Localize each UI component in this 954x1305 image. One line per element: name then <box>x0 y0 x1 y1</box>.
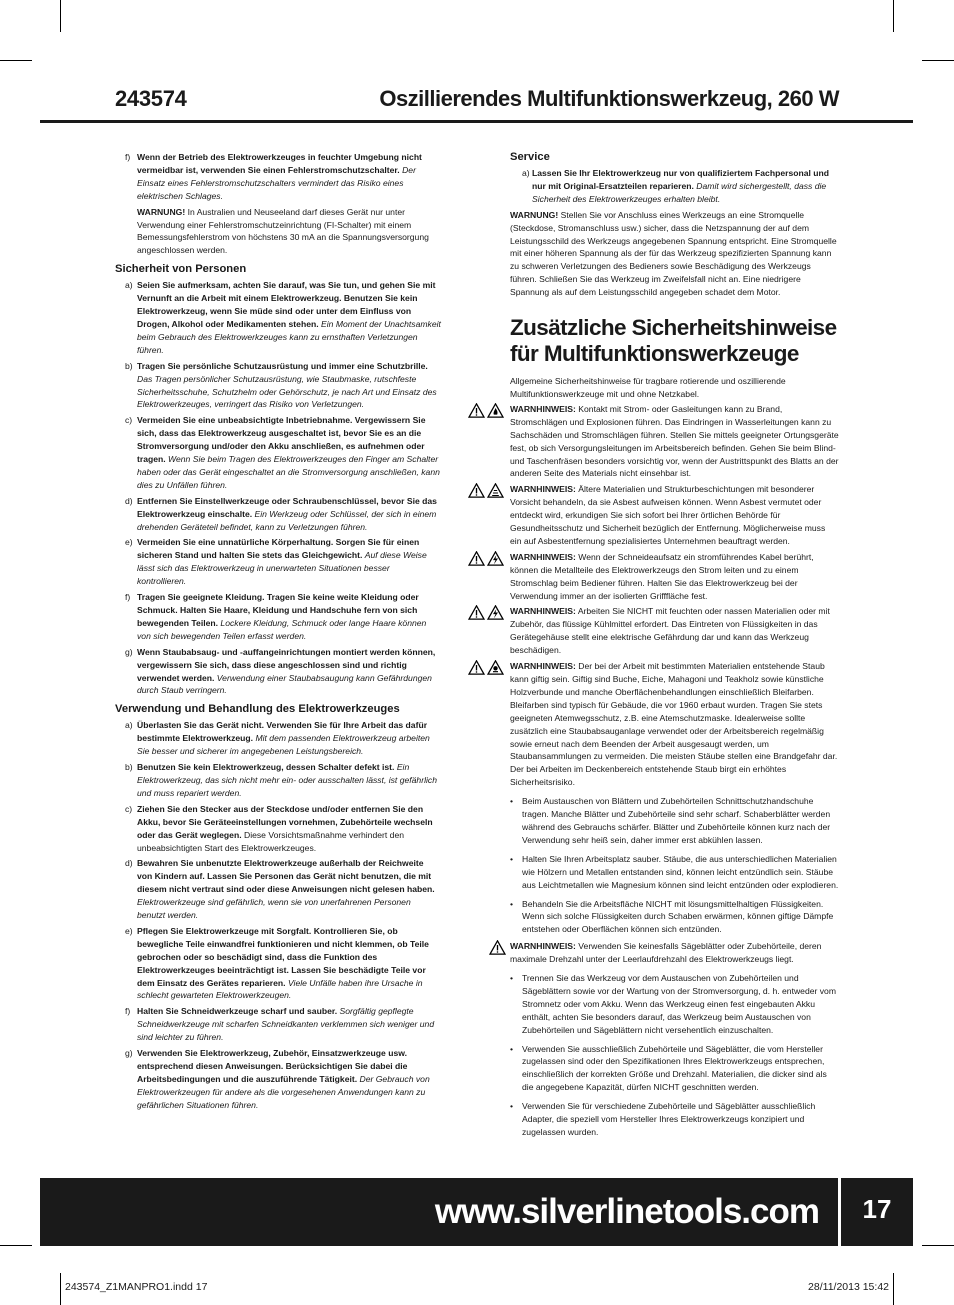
warning-triangle-icon <box>468 403 485 418</box>
bullet-item <box>510 972 839 1037</box>
bullet-dot: • <box>510 1043 514 1054</box>
item-bold: Verwenden Sie Elektrowerkzeug, Zubehör, Einsatzwerkzeuge usw. entsprechend diesen Anweisungen. Berücksichtigen Sie dabei die Arbeitsbedingungen und die auszuführende Tätigkeit. <box>137 1048 408 1084</box>
item-letter: c) <box>125 415 133 426</box>
warning-label: WARNHINWEIS: <box>510 551 576 562</box>
warning-icons <box>468 551 504 566</box>
bullet-dot: • <box>510 973 514 984</box>
right-column <box>510 151 839 1143</box>
item-letter: d) <box>125 495 133 506</box>
warning-text: Kontakt mit Strom- oder Gasleitungen kann zu Brand, Stromschlägen und Explosionen führen. Das Eindringen in Wasserleitungen kann zu Sachschäden und Stromschlägen führen. Stellen Sie mittels geeigneter Ortungsgeräte fest, ob sich Versorgungsleitungen im Arbeitsbereich befinden. Gehen Sie beim Blind- und Taschenfräsen besonders vorsichtig vor, wenn der Austrittspunkt des Blatts an der anderen Seite des Materials nicht einsehbar ist. <box>510 403 839 479</box>
page-title: Oszillierendes Multifunktionswerkzeug, 260 W <box>379 86 839 111</box>
page-number: 17 <box>862 1194 892 1224</box>
list-item <box>115 279 441 356</box>
warning-triangle-icon <box>468 551 485 566</box>
crop-mark <box>0 1245 32 1246</box>
item-letter: a) <box>125 720 133 731</box>
item-bold: Tragen Sie geeignete Kleidung. Tragen Sie keine weite Kleidung oder Schmuck. Halten Sie Haare, Kleidung und Handschuhe fern von sich bewegenden Teilen. <box>137 592 419 628</box>
list-item <box>115 360 441 412</box>
crop-mark <box>893 1273 894 1305</box>
item-italic: Viele Unfälle haben ihre Ursache in schlecht gewarteten Elektrowerkzeugen. <box>137 977 423 1001</box>
list-item <box>115 925 441 1002</box>
warning-paragraph <box>510 551 839 603</box>
bullet-list <box>510 795 839 936</box>
item-letter: f) <box>125 152 131 162</box>
crop-mark <box>60 1273 61 1305</box>
warning-label: WARNHINWEIS: <box>510 941 576 952</box>
item-bold: Überlasten Sie das Gerät nicht. Verwenden Sie für Ihre Arbeit das dafür bestimmte Elektrowerkzeug. <box>137 720 428 744</box>
bullet-text: Halten Sie Ihren Arbeitsplatz sauber. Stäube, die aus unterschiedlichen Materialien wie Hölzern und Metallen entstanden sind, können leicht entzündlich sein. Stäube aus Leichtmetallen wie Magnesium können sind leicht entzünden oder explodieren. <box>522 853 839 890</box>
item-bold: Vermeiden Sie eine unbeabsichtigte Inbetriebnahme. Vergewissern Sie sich, dass das Elektrowerkzeug ausgeschaltet ist, bevor Sie es an die Stromversorgung und/oder den Akku anschließen, es aufnehmen oder tragen. <box>137 415 426 465</box>
bullet-dot: • <box>510 853 514 864</box>
list-item <box>115 151 441 203</box>
big-heading-line: für Multifunktionswerkzeuge <box>510 341 799 367</box>
bullet-dot: • <box>510 898 514 909</box>
crop-mark <box>922 60 954 61</box>
section-heading: Sicherheit von Personen <box>115 263 247 276</box>
crop-mark <box>893 0 894 32</box>
item-letter: d) <box>125 858 133 869</box>
item-letter: a) <box>125 280 133 291</box>
warning-text: Stellen Sie vor Anschluss eines Werkzeugs an eine Stromquelle (Steckdose, Stromanschluss usw.) sicher, dass die Netzspannung der auf dem Leistungsschild des Werkzeugs angegebenen Spannung entspricht. Eine Stromquelle mit einer höheren Spannung als der für das Werkzeug spezifizierten Spannung kann zu schweren Verletzungen des Bedieners sowie Beschädigung des Werkzeugs führen. Schließen Sie das Werkzeug im Zweifelsfall nicht an. Eine niedrigere Spannung als auf dem Leistungsschild angegeben schadet dem Motor. <box>510 209 837 298</box>
item-letter: e) <box>125 925 133 936</box>
list-item <box>115 646 441 698</box>
warning-paragraph <box>510 660 839 789</box>
warning-triangle-icon <box>468 605 485 620</box>
bullet-text: Behandeln Sie die Arbeitsfläche NICHT mit lösungsmittelhaltigen Flüssigkeiten. Wenn sich solche Flüssigkeiten durch Schaben erwärmen, können giftige Dämpfe entstehen oder Oberflächen können sich entzünden. <box>522 898 834 935</box>
list-item <box>115 1047 441 1112</box>
warning-icons <box>468 403 504 418</box>
warning-icons <box>468 483 504 498</box>
item-italic: Mit dem passenden Elektrowerkzeug arbeiten Sie besser und sicherer im angegebenen Leistungsbereich. <box>137 733 430 757</box>
warning-text: Der bei der Arbeit mit bestimmten Materialien entstehende Staub kann giftig sein. Giftig sind Buche, Eiche, Mahagoni und Teakholz sowie künstliche Holzverbunde und manche Oberflächenbehandlungen einschließlich Bleifarben. Bleifarben sind typisch für Gebäude, die vor 1960 erbaut wurden. Tragen Sie stets geeigneten Atemwegsschutz, z.B. eine Atemschutzmaske. Idealerweise sollte zusätzlich eine Staubabsauganlage verwendet oder der Arbeitsbereich regelmäßig sowie erneut nach dem Beenden der Arbeit ausgesaugt werden, um Staubansammlungen zu vermeiden. Die meisten Stäube stellen eine Brandgefahr dar. Der bei Arbeiten im Deckenbereich entstehende Staub birgt ein erhöhtes Sicherheitsrisiko. <box>510 661 838 788</box>
item-letter: g) <box>125 646 133 657</box>
crop-mark <box>60 0 61 32</box>
list-item <box>115 591 441 643</box>
warning-icons <box>468 660 504 675</box>
item-bold: Halten Sie Schneidwerkzeuge scharf und sauber. <box>137 1006 338 1017</box>
warning-label: WARNHINWEIS: <box>510 606 576 617</box>
list-item <box>115 761 441 800</box>
item-italic: Das Tragen persönlicher Schutzausrüstung, wie Staubmaske, rutschfeste Sicherheitsschuhe, Schutzhelm oder Gehörschutz, je nach Art und Einsatz des Elektrowerkzeuges, verringert das Risiko von Verletzungen. <box>137 373 437 410</box>
list-item <box>115 536 441 588</box>
warning-text: Ältere Materialien und Strukturbeschichtungen mit besonderer Vorsicht behandeln, da sie Asbest aufweisen können. Wenn Asbest vermutet oder entdeckt wird, erkundigen Sie sich sofort bei Ihrer örtlichen Behörde für Gesundheitsschutz und Sicherheit bezüglich der Entfernung. Möglicherweise muss ein auf Asbestentfernung spezialisiertes Unternehmen beauftragt werden. <box>510 484 826 546</box>
item-italic: Ein Moment der Unachtsamkeit beim Gebrauch des Elektrowerkzeuges kann zu ernsthaften Verletzungen führen. <box>137 318 441 355</box>
item-italic: Wenn Sie beim Tragen des Elektrowerkzeuges den Finger am Schalter haben oder das Gerät eingeschaltet an die Stromversorgung anschließen, kann dies zu Unfällen führen. <box>137 454 440 490</box>
item-bold: Ziehen Sie den Stecker aus der Steckdose und/oder entfernen Sie den Akku, bevor Sie Geräteeinstellungen vornehmen, Zubehörteile wechseln oder das Gerät weglegen. <box>137 803 433 840</box>
item-italic: Ein Werkzeug oder Schlüssel, der sich in einem drehenden Geräteteil befindet, kann zu Verletzungen führen. <box>137 508 437 532</box>
warning-label: WARNHINWEIS: <box>510 403 576 414</box>
warning-paragraph <box>510 940 839 966</box>
bullet-text: Beim Austauschen von Blättern und Zubehörteilen Schnittschutzhandschuhe tragen. Manche Blätter und Zubehörteile sind sehr scharf. Schaberblätter werden während des Gebrauchs schärfer. Blätter und Zubehörteile können kurz nach der Verwendung sehr heiß sein, daher immer erst abkühlen lassen. <box>522 796 831 845</box>
item-bold: Benutzen Sie kein Elektrowerkzeug, dessen Schalter defekt ist. <box>137 762 395 773</box>
warning-label: WARNUNG! <box>137 206 186 217</box>
item-italic: Ein Elektrowerkzeug, das sich nicht mehr ein- oder ausschalten lässt, ist gefährlich und muss repariert werden. <box>137 762 437 798</box>
item-italic: Der Gebrauch von Elektrowerkzeugen für andere als die vorgesehenen Anwendungen kann zu gefährlichen Situationen führen. <box>137 1073 430 1110</box>
list-item <box>115 857 441 922</box>
warning-triangle-icon <box>468 660 485 675</box>
warning-text: Verwenden Sie keinesfalls Sägeblätter oder Zubehörteile, deren maximale Drehzahl unter der Leerlaufdrehzahl des Elektrowerkzeugs liegt. <box>510 941 822 965</box>
item-italic: Lockere Kleidung, Schmuck oder lange Haare können von sich bewegenden Teilen erfasst werden. <box>137 617 427 641</box>
bullet-item <box>510 853 839 892</box>
model-number: 243574 <box>115 86 187 111</box>
item-italic: Elektrowerkzeuge sind gefährlich, wenn sie von unerfahrenen Personen benutzt werden. <box>137 897 411 921</box>
list-item <box>510 167 839 206</box>
warning-paragraph <box>510 209 839 299</box>
warning-text: Wenn der Schneideaufsatz ein stromführendes Kabel berührt, können die Metallteile des Elektrowerkzeugs den Strom leiten und zu einem Stromschlag beim Bediener führen. Halten Sie das Elektrowerkzeug bei der Verwendung immer an der isolierten Grifffläche fest. <box>510 551 814 601</box>
bullet-text: Verwenden Sie ausschließlich Zubehörteile und Sägeblätter, die vom Hersteller zugelassen sind oder den Spezifikationen Ihres Elektrowerkzeugs entsprechen, einschließlich der korrekten Größe und Drehzahl. Materialien, die dicker sind als die angegebene Kapazität, dürfen NICHT geschnitten werden. <box>522 1043 827 1093</box>
bullet-text: Trennen Sie das Werkzeug vor dem Austauschen von Zubehörteilen und Sägeblättern sowie vor der Wartung von der Stromversorgung, d. h. entweder vom Stromnetz oder vom Akku. Wenn das Werkzeug einen fest eingebauten Akku enthält, achten Sie besonders darauf, das Werkzeug beim Austauschen von Zubehörteilen und Sägeblättern nicht versehentlich einzuschalten. <box>522 973 836 1035</box>
item-bold: Pflegen Sie Elektrowerkzeuge mit Sorgfalt. Kontrollieren Sie, ob bewegliche Teile einwandfrei funktionieren und nicht klemmen, ob Teile gebrochen oder so beschädigt sind, dass die Funktion des Elektrowerkzeuges beeinträchtigt ist. Lassen Sie beschädigte Teile vor dem Einsatz des Gerätes reparieren. <box>137 925 429 988</box>
warning-icons <box>468 605 504 620</box>
section-heading: Service <box>510 151 550 163</box>
item-text: Diese Vorsichtsmaßnahme verhindert den unbeabsichtigten Start des Elektrowerkzeuges. <box>137 829 405 853</box>
asbestos-hazard-icon <box>487 483 504 498</box>
toxic-hazard-icon <box>487 660 504 675</box>
item-letter: b) <box>125 360 133 371</box>
usage-list <box>115 719 441 1111</box>
electric-hazard-icon <box>487 551 504 566</box>
electric-hazard-icon <box>487 605 504 620</box>
list-item <box>115 803 441 855</box>
persons-list <box>115 279 441 697</box>
warning-text: In Australien und Neuseeland darf dieses Gerät nur unter Verwendung einer Fehlerstromschutzeinrichtung (FI-Schalter) mit einem Bemessungsfehlerstrom von höchstens 30 mA an die Spannungsversorgung angeschlossen werden. <box>137 206 429 256</box>
item-bold: Bewahren Sie unbenutzte Elektrowerkzeuge außerhalb der Reichweite von Kindern auf. Lassen Sie Personen das Gerät nicht benutzen, die mit diesem nicht vertraut sind oder diese Anweisungen nicht gelesen haben. <box>137 858 435 895</box>
item-italic: Verwendung einer Staubabsaugung kann Gefährdungen durch Staub verringern. <box>137 672 432 696</box>
big-heading <box>510 315 839 367</box>
bullet-item <box>510 1043 839 1095</box>
bullet-item <box>510 898 839 937</box>
list-item <box>115 719 441 758</box>
warning-paragraph <box>510 605 839 657</box>
warning-paragraph <box>510 403 839 480</box>
list-item <box>115 495 441 534</box>
item-bold: Vermeiden Sie eine unnatürliche Körperhaltung. Sorgen Sie für einen sicheren Stand und halten Sie stets das Gleichgewicht. <box>137 537 420 561</box>
item-italic: Sorgfältig gepflegte Schneidwerkzeuge mit scharfen Schneidkanten verklemmen sich weniger und sind leichter zu führen. <box>137 1006 435 1043</box>
warning-label: WARNHINWEIS: <box>510 484 576 495</box>
bullet-list <box>510 972 839 1139</box>
bullet-item <box>510 1100 839 1139</box>
warning-triangle-icon <box>468 483 485 498</box>
website-url[interactable]: www.silverlinetools.com <box>434 1192 819 1231</box>
print-slug-file: 243574_Z1MANPRO1.indd 17 <box>65 1281 208 1293</box>
warning-label: WARNUNG! <box>510 209 559 220</box>
warning-text: Arbeiten Sie NICHT mit feuchten oder nassen Materialien oder mit Zubehör, das flüssige Kühlmittel erfordert. Das Eintreten von Flüssigkeiten in das Gerätegehäuse stellt eine elektrische Gefährdung dar und kann das Werkzeug beschädigen. <box>510 606 830 656</box>
item-bold: Wenn Staubabsaug- und -auffangeinrichtungen montiert werden können, vergewissern Sie sich, dass diese angeschlossen sind und richtig verwendet werden. <box>137 646 436 683</box>
item-italic: Der Einsatz eines Fehlerstromschutzschalters vermindert das Risiko eines elektrischen Schlages. <box>137 164 416 201</box>
bullet-item <box>510 795 839 847</box>
list-item <box>115 1005 441 1044</box>
warning-paragraph <box>137 206 441 258</box>
header-rule <box>40 120 913 123</box>
bullet-dot: • <box>510 796 514 807</box>
item-letter: f) <box>125 592 131 603</box>
item-bold: Lassen Sie Ihr Elektrowerkzeug nur von qualifiziertem Fachpersonal und nur mit Original-Ersatzteilen reparieren. <box>532 168 830 191</box>
item-bold: Seien Sie aufmerksam, achten Sie darauf, was Sie tun, und gehen Sie mit Vernunft an die Arbeit mit einem Elektrowerkzeug. Benutzen Sie kein Elektrowerkzeug, wenn Sie müde sind oder unter dem Einfluss von Drogen, Alkohol oder Medikamenten stehen. <box>137 280 436 329</box>
print-slug-date: 28/11/2013 15:42 <box>808 1281 889 1293</box>
item-letter: g) <box>125 1048 133 1059</box>
section-heading: Verwendung und Behandlung des Elektrowerkzeuges <box>115 703 400 716</box>
flame-hazard-icon <box>487 403 504 418</box>
bullet-text: Verwenden Sie für verschiedene Zubehörteile und Sägeblätter ausschließlich Adapter, die speziell vom Hersteller Ihres Elektrowerkzeugs konzipiert und zugelassen wurden. <box>522 1101 816 1137</box>
item-italic: Damit wird sichergestellt, dass die Sicherheit des Elektrowerkzeuges erhalten bleibt. <box>532 180 827 204</box>
warning-label: WARNHINWEIS: <box>510 661 576 672</box>
item-letter: f) <box>125 1006 131 1017</box>
item-italic: Auf diese Weise lässt sich das Elektrowerkzeug in unerwarteten Situationen besser kontrollieren. <box>137 550 427 587</box>
item-bold: Wenn der Betrieb des Elektrowerkzeuges in feuchter Umgebung nicht vermeidbar ist, verwenden Sie einen Fehlerstromschutzschalter. <box>137 152 422 175</box>
crop-mark <box>0 60 32 61</box>
item-letter: a) <box>522 168 530 178</box>
intro-paragraph: Allgemeine Sicherheitshinweise für tragbare rotierende und oszillierende Multifunktionswerkzeuge mit und ohne Netzkabel. <box>510 376 786 399</box>
warning-paragraph <box>510 483 839 548</box>
warning-triangle-icon <box>489 940 506 955</box>
big-heading-line: Zusätzliche Sicherheitshinweise <box>510 315 837 341</box>
item-bold: Entfernen Sie Einstellwerkzeuge oder Schraubenschlüssel, bevor Sie das Elektrowerkzeug einschalte. <box>137 495 437 519</box>
crop-mark <box>922 1245 954 1246</box>
item-bold: Tragen Sie persönliche Schutzausrüstung und immer eine Schutzbrille. <box>137 360 428 371</box>
item-letter: b) <box>125 762 133 773</box>
warnings-list <box>510 403 839 789</box>
left-column <box>115 151 441 1115</box>
item-letter: e) <box>125 537 133 548</box>
bullet-dot: • <box>510 1101 514 1112</box>
list-item <box>115 414 441 491</box>
warning-icons <box>489 940 506 955</box>
item-letter: c) <box>125 803 133 814</box>
